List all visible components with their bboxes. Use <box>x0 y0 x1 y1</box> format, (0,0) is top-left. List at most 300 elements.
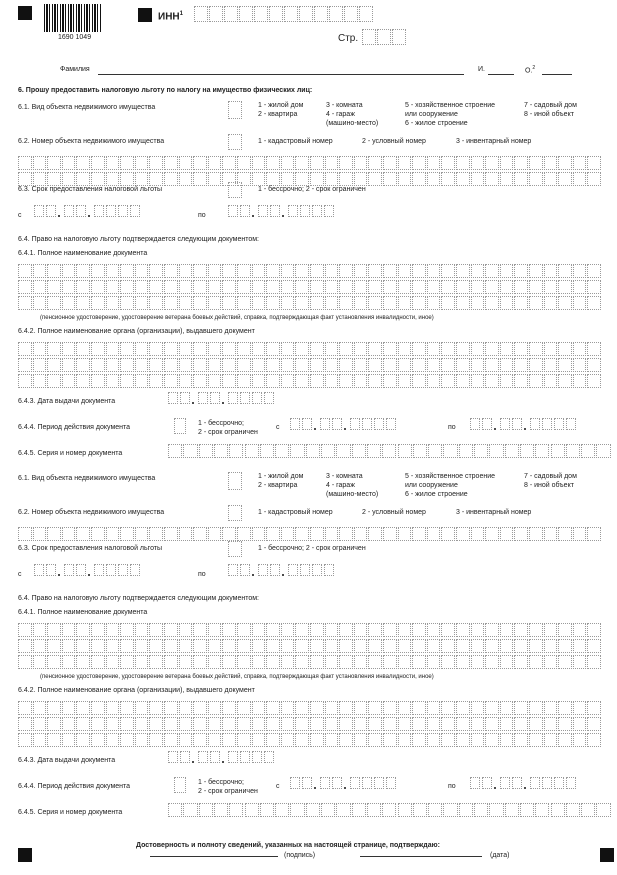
issuer-name-cell[interactable] <box>179 358 193 372</box>
object-number-cell[interactable] <box>325 156 339 170</box>
document-name-cell[interactable] <box>485 296 499 310</box>
issuer-name-cell[interactable] <box>18 374 32 388</box>
document-name-cell[interactable] <box>237 280 251 294</box>
document-name-cell[interactable] <box>485 639 499 653</box>
document-name-cell[interactable] <box>529 280 543 294</box>
issue-date-day[interactable] <box>180 751 190 763</box>
issuer-name-cell[interactable] <box>412 733 426 747</box>
document-name-cell[interactable] <box>91 623 105 637</box>
inn-cell[interactable] <box>194 6 208 22</box>
issuer-name-cell[interactable] <box>149 701 163 715</box>
document-name-cell[interactable] <box>18 639 32 653</box>
document-name-cell[interactable] <box>135 264 149 278</box>
document-name-cell[interactable] <box>456 623 470 637</box>
document-name-cell[interactable] <box>164 623 178 637</box>
object-number-cell[interactable] <box>427 527 441 541</box>
series-number-cell[interactable] <box>551 803 565 817</box>
series-number-cell[interactable] <box>459 803 473 817</box>
series-number-cell[interactable] <box>306 444 320 458</box>
document-name-cell[interactable] <box>47 280 61 294</box>
document-name-cell[interactable] <box>76 655 90 669</box>
issuer-name-cell[interactable] <box>295 342 309 356</box>
object-number-cell[interactable] <box>91 156 105 170</box>
issuer-name-cell[interactable] <box>500 342 514 356</box>
document-name-cell[interactable] <box>558 264 572 278</box>
issuer-name-cell[interactable] <box>193 701 207 715</box>
issuer-name-cell[interactable] <box>427 358 441 372</box>
object-number-cell[interactable] <box>456 172 470 186</box>
term-from-year[interactable] <box>94 564 104 576</box>
document-name-cell[interactable] <box>179 296 193 310</box>
issuer-name-cell[interactable] <box>237 358 251 372</box>
issuer-name-cell[interactable] <box>529 342 543 356</box>
object-number-cell[interactable] <box>587 172 601 186</box>
document-name-cell[interactable] <box>412 639 426 653</box>
object-number-cell[interactable] <box>179 172 193 186</box>
object-number-cell[interactable] <box>18 156 32 170</box>
document-name-cell[interactable] <box>222 639 236 653</box>
series-number-cell[interactable] <box>183 803 197 817</box>
object-number-cell[interactable] <box>339 156 353 170</box>
issuer-name-cell[interactable] <box>310 733 324 747</box>
document-name-cell[interactable] <box>164 264 178 278</box>
period-from-day[interactable] <box>302 777 312 789</box>
issuer-name-cell[interactable] <box>500 358 514 372</box>
issuer-name-cell[interactable] <box>281 358 295 372</box>
issuer-name-cell[interactable] <box>106 733 120 747</box>
document-name-cell[interactable] <box>33 296 47 310</box>
issuer-name-cell[interactable] <box>573 374 587 388</box>
issuer-name-cell[interactable] <box>544 717 558 731</box>
document-name-cell[interactable] <box>310 639 324 653</box>
document-name-cell[interactable] <box>558 296 572 310</box>
document-name-cell[interactable] <box>398 623 412 637</box>
document-name-cell[interactable] <box>427 280 441 294</box>
issuer-name-cell[interactable] <box>106 701 120 715</box>
object-number-cell[interactable] <box>412 172 426 186</box>
document-name-cell[interactable] <box>587 639 601 653</box>
object-number-cell[interactable] <box>193 156 207 170</box>
period-from-month[interactable] <box>320 777 330 789</box>
object-number-cell[interactable] <box>456 527 470 541</box>
issuer-name-cell[interactable] <box>252 358 266 372</box>
object-number-cell[interactable] <box>441 172 455 186</box>
inn-cell[interactable] <box>209 6 223 22</box>
period-from-year[interactable] <box>374 418 384 430</box>
issuer-name-cell[interactable] <box>471 717 485 731</box>
object-number-cell[interactable] <box>500 156 514 170</box>
issuer-name-cell[interactable] <box>310 358 324 372</box>
object-number-cell[interactable] <box>485 527 499 541</box>
issuer-name-cell[interactable] <box>529 733 543 747</box>
object-number-cell[interactable] <box>33 527 47 541</box>
object-number-cell[interactable] <box>62 527 76 541</box>
issue-date-month[interactable] <box>198 751 208 763</box>
document-name-cell[interactable] <box>544 264 558 278</box>
object-number-cell[interactable] <box>485 156 499 170</box>
initial-i-field[interactable] <box>488 74 514 75</box>
object-number-cell[interactable] <box>295 156 309 170</box>
issuer-name-cell[interactable] <box>310 717 324 731</box>
term-to-month[interactable] <box>270 564 280 576</box>
issuer-name-cell[interactable] <box>368 342 382 356</box>
issuer-name-cell[interactable] <box>149 358 163 372</box>
issuer-name-cell[interactable] <box>339 342 353 356</box>
object-number-cell[interactable] <box>368 172 382 186</box>
document-name-cell[interactable] <box>252 623 266 637</box>
document-name-cell[interactable] <box>339 639 353 653</box>
series-number-cell[interactable] <box>260 803 274 817</box>
issuer-name-cell[interactable] <box>587 358 601 372</box>
object-number-cell[interactable] <box>149 156 163 170</box>
term-to-day[interactable] <box>240 205 250 217</box>
series-number-cell[interactable] <box>352 803 366 817</box>
issuer-name-cell[interactable] <box>471 342 485 356</box>
issuer-name-cell[interactable] <box>106 342 120 356</box>
series-number-cell[interactable] <box>382 803 396 817</box>
issuer-name-cell[interactable] <box>441 733 455 747</box>
document-name-cell[interactable] <box>310 296 324 310</box>
object-number-cell[interactable] <box>354 172 368 186</box>
period-to-month[interactable] <box>512 418 522 430</box>
issuer-name-cell[interactable] <box>558 342 572 356</box>
object-number-cell[interactable] <box>222 156 236 170</box>
document-name-cell[interactable] <box>456 655 470 669</box>
period-from-year[interactable] <box>362 418 372 430</box>
issuer-name-cell[interactable] <box>18 733 32 747</box>
series-number-cell[interactable] <box>413 803 427 817</box>
document-name-cell[interactable] <box>485 655 499 669</box>
series-number-cell[interactable] <box>168 803 182 817</box>
issuer-name-cell[interactable] <box>558 358 572 372</box>
issuer-name-cell[interactable] <box>222 717 236 731</box>
issuer-name-cell[interactable] <box>135 717 149 731</box>
term-from-year[interactable] <box>118 205 128 217</box>
series-number-cell[interactable] <box>489 803 503 817</box>
object-number-cell[interactable] <box>91 172 105 186</box>
issuer-name-cell[interactable] <box>587 717 601 731</box>
document-name-cell[interactable] <box>62 623 76 637</box>
object-number-cell[interactable] <box>441 156 455 170</box>
issuer-name-cell[interactable] <box>368 701 382 715</box>
issuer-name-cell[interactable] <box>237 342 251 356</box>
issuer-name-cell[interactable] <box>544 374 558 388</box>
series-number-cell[interactable] <box>214 444 228 458</box>
surname-field[interactable] <box>98 74 464 75</box>
object-number-cell[interactable] <box>120 156 134 170</box>
document-name-cell[interactable] <box>266 623 280 637</box>
document-name-cell[interactable] <box>135 639 149 653</box>
document-name-cell[interactable] <box>295 655 309 669</box>
document-name-cell[interactable] <box>573 264 587 278</box>
object-number-cell[interactable] <box>310 156 324 170</box>
series-number-cell[interactable] <box>581 444 595 458</box>
document-name-cell[interactable] <box>471 639 485 653</box>
document-name-cell[interactable] <box>310 655 324 669</box>
object-number-cell[interactable] <box>266 172 280 186</box>
period-type-field[interactable] <box>174 777 186 793</box>
issuer-name-cell[interactable] <box>558 374 572 388</box>
object-number-cell[interactable] <box>587 156 601 170</box>
issuer-name-cell[interactable] <box>222 733 236 747</box>
number-type-field[interactable] <box>228 134 242 150</box>
object-number-cell[interactable] <box>208 172 222 186</box>
document-name-cell[interactable] <box>18 280 32 294</box>
object-number-cell[interactable] <box>558 172 572 186</box>
issuer-name-cell[interactable] <box>485 733 499 747</box>
issuer-name-cell[interactable] <box>295 733 309 747</box>
document-name-cell[interactable] <box>398 280 412 294</box>
issuer-name-cell[interactable] <box>208 733 222 747</box>
issuer-name-cell[interactable] <box>237 733 251 747</box>
object-number-cell[interactable] <box>456 156 470 170</box>
document-name-cell[interactable] <box>368 623 382 637</box>
inn-cell[interactable] <box>254 6 268 22</box>
object-number-cell[interactable] <box>106 156 120 170</box>
document-name-cell[interactable] <box>325 639 339 653</box>
issuer-name-cell[interactable] <box>33 374 47 388</box>
document-name-cell[interactable] <box>441 623 455 637</box>
document-name-cell[interactable] <box>383 623 397 637</box>
number-type-field[interactable] <box>228 505 242 521</box>
issuer-name-cell[interactable] <box>587 733 601 747</box>
document-name-cell[interactable] <box>529 655 543 669</box>
issuer-name-cell[interactable] <box>149 717 163 731</box>
document-name-cell[interactable] <box>398 264 412 278</box>
issuer-name-cell[interactable] <box>500 717 514 731</box>
document-name-cell[interactable] <box>514 264 528 278</box>
term-to-year[interactable] <box>288 205 298 217</box>
issuer-name-cell[interactable] <box>529 374 543 388</box>
issue-date-month[interactable] <box>210 392 220 404</box>
document-name-cell[interactable] <box>252 655 266 669</box>
document-name-cell[interactable] <box>427 639 441 653</box>
document-name-cell[interactable] <box>514 296 528 310</box>
document-name-cell[interactable] <box>398 296 412 310</box>
issuer-name-cell[interactable] <box>149 374 163 388</box>
object-number-cell[interactable] <box>237 527 251 541</box>
issuer-name-cell[interactable] <box>237 701 251 715</box>
series-number-cell[interactable] <box>505 803 519 817</box>
series-number-cell[interactable] <box>229 444 243 458</box>
document-name-cell[interactable] <box>33 639 47 653</box>
issuer-name-cell[interactable] <box>587 701 601 715</box>
issuer-name-cell[interactable] <box>18 701 32 715</box>
period-from-month[interactable] <box>332 777 342 789</box>
issuer-name-cell[interactable] <box>339 358 353 372</box>
document-name-cell[interactable] <box>266 639 280 653</box>
document-name-cell[interactable] <box>62 280 76 294</box>
series-number-cell[interactable] <box>306 803 320 817</box>
issuer-name-cell[interactable] <box>120 342 134 356</box>
object-number-cell[interactable] <box>179 156 193 170</box>
issuer-name-cell[interactable] <box>339 733 353 747</box>
issuer-name-cell[interactable] <box>573 733 587 747</box>
issuer-name-cell[interactable] <box>164 358 178 372</box>
document-name-cell[interactable] <box>310 280 324 294</box>
document-name-cell[interactable] <box>500 639 514 653</box>
document-name-cell[interactable] <box>354 264 368 278</box>
issuer-name-cell[interactable] <box>47 358 61 372</box>
issuer-name-cell[interactable] <box>398 733 412 747</box>
object-number-cell[interactable] <box>120 172 134 186</box>
term-to-month[interactable] <box>258 205 268 217</box>
object-number-cell[interactable] <box>164 527 178 541</box>
object-number-cell[interactable] <box>558 527 572 541</box>
issuer-name-cell[interactable] <box>544 358 558 372</box>
document-name-cell[interactable] <box>164 655 178 669</box>
document-name-cell[interactable] <box>62 296 76 310</box>
document-name-cell[interactable] <box>252 264 266 278</box>
issuer-name-cell[interactable] <box>456 342 470 356</box>
series-number-cell[interactable] <box>183 444 197 458</box>
signature-field[interactable] <box>150 856 278 857</box>
series-number-cell[interactable] <box>260 444 274 458</box>
issuer-name-cell[interactable] <box>368 717 382 731</box>
document-name-cell[interactable] <box>383 264 397 278</box>
document-name-cell[interactable] <box>412 264 426 278</box>
issuer-name-cell[interactable] <box>295 358 309 372</box>
issuer-name-cell[interactable] <box>33 358 47 372</box>
object-number-cell[interactable] <box>252 527 266 541</box>
series-number-cell[interactable] <box>290 444 304 458</box>
issuer-name-cell[interactable] <box>514 358 528 372</box>
issuer-name-cell[interactable] <box>500 701 514 715</box>
period-to-year[interactable] <box>566 418 576 430</box>
issuer-name-cell[interactable] <box>18 358 32 372</box>
object-number-cell[interactable] <box>383 172 397 186</box>
term-to-month[interactable] <box>258 564 268 576</box>
document-name-cell[interactable] <box>120 296 134 310</box>
document-name-cell[interactable] <box>573 639 587 653</box>
term-to-month[interactable] <box>270 205 280 217</box>
document-name-cell[interactable] <box>529 623 543 637</box>
object-number-cell[interactable] <box>339 527 353 541</box>
period-to-month[interactable] <box>512 777 522 789</box>
term-from-year[interactable] <box>94 205 104 217</box>
document-name-cell[interactable] <box>573 623 587 637</box>
issuer-name-cell[interactable] <box>47 342 61 356</box>
issuer-name-cell[interactable] <box>398 374 412 388</box>
issuer-name-cell[interactable] <box>427 342 441 356</box>
object-number-cell[interactable] <box>252 156 266 170</box>
series-number-cell[interactable] <box>474 444 488 458</box>
document-name-cell[interactable] <box>427 264 441 278</box>
object-number-cell[interactable] <box>135 156 149 170</box>
document-name-cell[interactable] <box>76 639 90 653</box>
period-from-month[interactable] <box>320 418 330 430</box>
document-name-cell[interactable] <box>281 264 295 278</box>
period-to-day[interactable] <box>482 777 492 789</box>
document-name-cell[interactable] <box>91 639 105 653</box>
date-field[interactable] <box>360 856 482 857</box>
document-name-cell[interactable] <box>441 296 455 310</box>
issuer-name-cell[interactable] <box>529 358 543 372</box>
issuer-name-cell[interactable] <box>266 733 280 747</box>
object-number-cell[interactable] <box>179 527 193 541</box>
series-number-cell[interactable] <box>581 803 595 817</box>
issuer-name-cell[interactable] <box>76 733 90 747</box>
issuer-name-cell[interactable] <box>164 701 178 715</box>
issuer-name-cell[interactable] <box>281 374 295 388</box>
issuer-name-cell[interactable] <box>33 342 47 356</box>
term-to-day[interactable] <box>228 205 238 217</box>
issuer-name-cell[interactable] <box>573 358 587 372</box>
object-number-cell[interactable] <box>135 172 149 186</box>
document-name-cell[interactable] <box>368 639 382 653</box>
issuer-name-cell[interactable] <box>514 342 528 356</box>
document-name-cell[interactable] <box>310 623 324 637</box>
issue-date-year[interactable] <box>240 392 250 404</box>
issue-date-year[interactable] <box>252 392 262 404</box>
issuer-name-cell[interactable] <box>252 733 266 747</box>
document-name-cell[interactable] <box>179 264 193 278</box>
term-to-day[interactable] <box>228 564 238 576</box>
object-number-cell[interactable] <box>33 156 47 170</box>
document-name-cell[interactable] <box>441 264 455 278</box>
object-number-cell[interactable] <box>514 156 528 170</box>
document-name-cell[interactable] <box>325 623 339 637</box>
document-name-cell[interactable] <box>91 655 105 669</box>
object-number-cell[interactable] <box>368 527 382 541</box>
period-from-year[interactable] <box>374 777 384 789</box>
issuer-name-cell[interactable] <box>120 717 134 731</box>
series-number-cell[interactable] <box>520 803 534 817</box>
issuer-name-cell[interactable] <box>193 733 207 747</box>
term-to-year[interactable] <box>324 205 334 217</box>
issuer-name-cell[interactable] <box>106 374 120 388</box>
document-name-cell[interactable] <box>368 655 382 669</box>
issuer-name-cell[interactable] <box>339 701 353 715</box>
document-name-cell[interactable] <box>281 639 295 653</box>
document-name-cell[interactable] <box>222 623 236 637</box>
document-name-cell[interactable] <box>91 296 105 310</box>
issuer-name-cell[interactable] <box>179 374 193 388</box>
document-name-cell[interactable] <box>295 623 309 637</box>
object-number-cell[interactable] <box>237 156 251 170</box>
document-name-cell[interactable] <box>47 264 61 278</box>
issuer-name-cell[interactable] <box>91 733 105 747</box>
term-to-year[interactable] <box>300 564 310 576</box>
issuer-name-cell[interactable] <box>383 717 397 731</box>
document-name-cell[interactable] <box>106 655 120 669</box>
document-name-cell[interactable] <box>573 280 587 294</box>
issuer-name-cell[interactable] <box>179 342 193 356</box>
object-number-cell[interactable] <box>412 156 426 170</box>
object-number-cell[interactable] <box>529 527 543 541</box>
term-from-year[interactable] <box>118 564 128 576</box>
object-number-cell[interactable] <box>383 156 397 170</box>
issuer-name-cell[interactable] <box>412 374 426 388</box>
document-name-cell[interactable] <box>18 623 32 637</box>
issuer-name-cell[interactable] <box>266 342 280 356</box>
document-name-cell[interactable] <box>135 296 149 310</box>
document-name-cell[interactable] <box>281 655 295 669</box>
term-from-day[interactable] <box>46 564 56 576</box>
document-name-cell[interactable] <box>587 655 601 669</box>
document-name-cell[interactable] <box>193 296 207 310</box>
object-number-cell[interactable] <box>544 156 558 170</box>
document-name-cell[interactable] <box>237 623 251 637</box>
document-name-cell[interactable] <box>471 280 485 294</box>
series-number-cell[interactable] <box>551 444 565 458</box>
period-to-month[interactable] <box>500 418 510 430</box>
document-name-cell[interactable] <box>295 280 309 294</box>
document-name-cell[interactable] <box>252 639 266 653</box>
document-name-cell[interactable] <box>120 280 134 294</box>
issuer-name-cell[interactable] <box>179 701 193 715</box>
object-number-cell[interactable] <box>295 172 309 186</box>
